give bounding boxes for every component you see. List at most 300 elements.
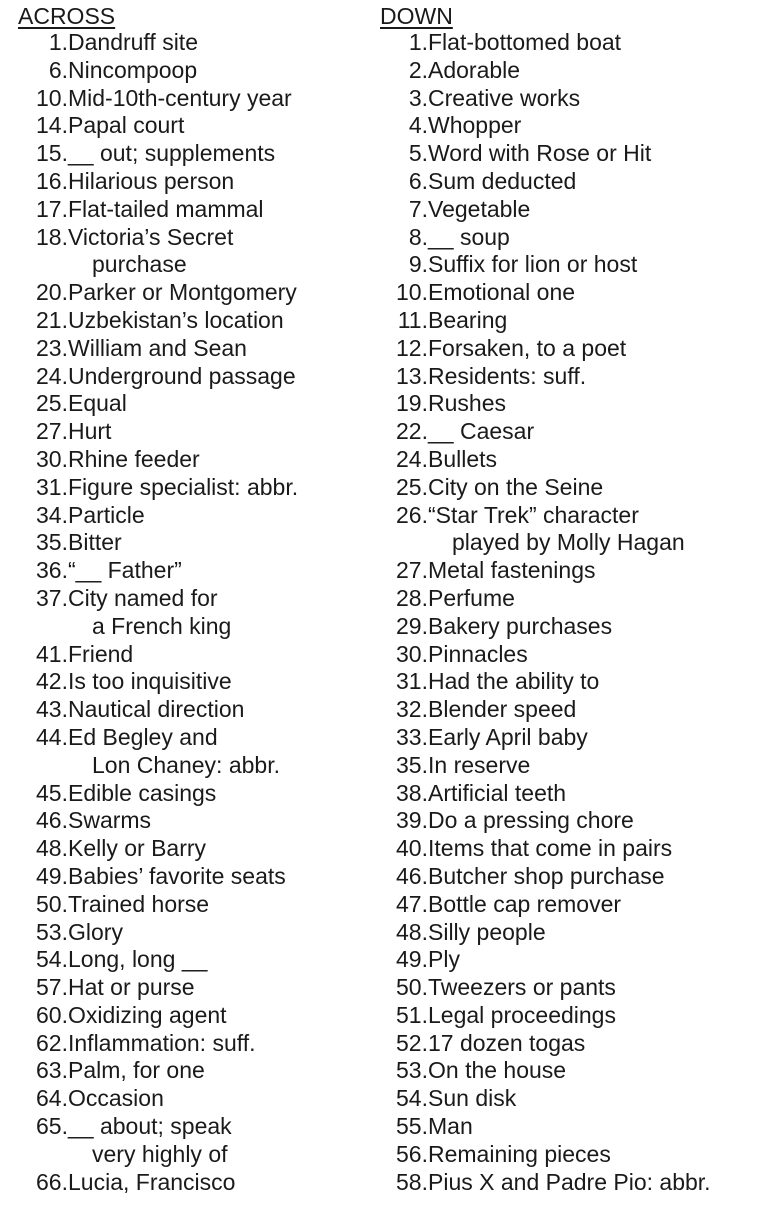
clue-line: Sum deducted — [428, 167, 577, 194]
across-clue-10 — [18, 85, 368, 113]
clue-line: Whopper — [428, 112, 522, 139]
down-clue-55 — [380, 1113, 765, 1141]
clue-line: Is too inquisitive — [68, 668, 232, 695]
across-clue-45 — [18, 780, 368, 808]
clue-number: 10. — [396, 279, 428, 306]
clue-line: Figure specialist: abbr. — [68, 473, 299, 500]
clue-line: City on the Seine — [428, 473, 604, 500]
clue-number: 56. — [396, 1140, 428, 1167]
across-clue-60 — [18, 1002, 368, 1030]
clue-number: 27. — [36, 418, 68, 445]
clue-line: Edible casings — [68, 779, 217, 806]
down-clue-9 — [380, 251, 765, 279]
clue-text — [428, 696, 576, 724]
clue-text — [428, 474, 603, 502]
clue-text — [428, 1085, 516, 1113]
clue-text — [68, 557, 182, 585]
down-clue-8 — [380, 224, 765, 252]
clue-line: Hurt — [68, 418, 112, 445]
clue-number: 63. — [36, 1057, 68, 1084]
down-clue-10 — [380, 279, 765, 307]
down-clue-7 — [380, 196, 765, 224]
clue-number: 40. — [396, 835, 428, 862]
down-clue-51 — [380, 1002, 765, 1030]
clue-number: 41. — [36, 640, 68, 667]
clue-number: 6. — [48, 56, 68, 83]
across-clue-64 — [18, 1085, 368, 1113]
clue-number: 26. — [396, 501, 428, 528]
down-clue-26 — [380, 502, 765, 558]
clue-line: Oxidizing agent — [68, 1001, 227, 1028]
clue-line: Parker or Montgomery — [68, 279, 297, 306]
clue-number: 29. — [396, 612, 428, 639]
clue-line: Remaining pieces — [428, 1140, 611, 1167]
across-clue-66 — [18, 1169, 368, 1197]
clue-number: 6. — [408, 167, 428, 194]
clue-line: Suffix for lion or host — [428, 251, 638, 278]
clue-line: Vegetable — [428, 195, 531, 222]
clue-text — [68, 724, 280, 780]
clue-line: “__ Father” — [68, 557, 182, 584]
clue-number: 35. — [396, 751, 428, 778]
clue-number: 33. — [396, 723, 428, 750]
clue-number: 16. — [36, 167, 68, 194]
clue-number: 48. — [396, 918, 428, 945]
clue-text — [68, 85, 292, 113]
clue-line: On the house — [428, 1057, 567, 1084]
across-clue-41 — [18, 641, 368, 669]
clue-number: 21. — [36, 306, 68, 333]
clue-number: 23. — [36, 334, 68, 361]
clue-line: Bearing — [428, 306, 508, 333]
clue-line: Butcher shop purchase — [428, 862, 665, 889]
clue-text — [68, 1030, 256, 1058]
clue-line: Perfume — [428, 584, 515, 611]
clue-text — [428, 807, 634, 835]
down-clue-6 — [380, 168, 765, 196]
clue-number: 36. — [36, 557, 68, 584]
down-clue-48 — [380, 919, 765, 947]
down-clue-22 — [380, 418, 765, 446]
clue-text — [428, 835, 672, 863]
clue-text — [428, 891, 621, 919]
clue-line: Flat-tailed mammal — [68, 195, 264, 222]
down-clue-54 — [380, 1085, 765, 1113]
clue-text — [428, 557, 595, 585]
clue-line: __ Caesar — [428, 418, 535, 445]
clue-text — [428, 112, 521, 140]
clue-text — [428, 363, 586, 391]
clue-text — [68, 112, 184, 140]
clue-number: 46. — [396, 862, 428, 889]
across-clue-53 — [18, 919, 368, 947]
down-clue-1 — [380, 29, 765, 57]
clue-number: 1. — [48, 29, 68, 55]
down-clue-2 — [380, 57, 765, 85]
clue-line: Particle — [68, 501, 145, 528]
clue-text — [428, 307, 507, 335]
across-clue-44 — [18, 724, 368, 780]
clue-text — [428, 251, 637, 279]
clue-line: Kelly or Barry — [68, 835, 207, 862]
clue-number: 25. — [36, 390, 68, 417]
clue-number: 9. — [408, 251, 428, 278]
down-clue-25 — [380, 474, 765, 502]
clue-line: Uzbekistan’s location — [68, 306, 284, 333]
clue-number: 54. — [36, 946, 68, 973]
clue-line: Papal court — [68, 112, 185, 139]
across-clue-35 — [18, 529, 368, 557]
clue-line: Hat or purse — [68, 974, 195, 1001]
clue-number: 3. — [408, 84, 428, 111]
clue-line: Early April baby — [428, 723, 588, 750]
across-clue-18 — [18, 224, 368, 280]
clue-number: 50. — [396, 974, 428, 1001]
clue-text — [428, 641, 528, 669]
clue-number: 53. — [36, 918, 68, 945]
clue-number: 20. — [36, 279, 68, 306]
clue-line: Rushes — [428, 390, 506, 417]
clue-text — [428, 1169, 711, 1197]
clue-number: 50. — [36, 890, 68, 917]
clue-text — [68, 585, 231, 641]
clue-line: Had the ability to — [428, 668, 600, 695]
down-clue-3 — [380, 85, 765, 113]
clue-number: 65. — [36, 1113, 68, 1140]
clue-text — [68, 974, 195, 1002]
clue-number: 43. — [36, 696, 68, 723]
clue-text — [68, 529, 122, 557]
clue-number: 62. — [36, 1029, 68, 1056]
clue-text — [428, 390, 506, 418]
clue-text — [68, 1057, 205, 1085]
clue-line: Man — [428, 1113, 473, 1140]
clue-line: Equal — [68, 390, 127, 417]
across-clue-36 — [18, 557, 368, 585]
clue-text — [428, 585, 515, 613]
down-clue-13 — [380, 363, 765, 391]
clue-text — [68, 446, 200, 474]
across-clue-17 — [18, 196, 368, 224]
down-clue-19 — [380, 390, 765, 418]
down-clue-49 — [380, 946, 765, 974]
clue-text — [68, 891, 209, 919]
clue-number: 64. — [36, 1085, 68, 1112]
clue-number: 42. — [36, 668, 68, 695]
clue-number: 8. — [408, 223, 428, 250]
clue-line: Lucia, Francisco — [68, 1168, 236, 1195]
clue-line: Bakery purchases — [428, 612, 613, 639]
clue-line: Residents: suff. — [428, 362, 587, 389]
across-clue-54 — [18, 946, 368, 974]
clue-line: __ about; speak — [68, 1113, 232, 1140]
clue-line: Forsaken, to a poet — [428, 334, 627, 361]
clue-line: Nincompoop — [68, 56, 198, 83]
clue-number: 7. — [408, 195, 428, 222]
clue-number: 24. — [36, 362, 68, 389]
across-clue-43 — [18, 696, 368, 724]
clue-number: 31. — [36, 473, 68, 500]
clue-line: Ply — [428, 946, 460, 973]
clue-line: Bullets — [428, 445, 498, 472]
clue-number: 35. — [36, 529, 68, 556]
clue-line: Hilarious person — [68, 167, 235, 194]
clue-number: 38. — [396, 779, 428, 806]
clue-line: Flat-bottomed boat — [428, 29, 622, 55]
clue-text — [428, 57, 520, 85]
clue-text — [428, 1057, 566, 1085]
down-clue-28 — [380, 585, 765, 613]
clue-text — [68, 279, 297, 307]
clue-text — [68, 863, 286, 891]
across-clue-23 — [18, 335, 368, 363]
across-clue-50 — [18, 891, 368, 919]
clue-line: __ soup — [428, 223, 510, 250]
clue-number: 14. — [36, 112, 68, 139]
across-clue-16 — [18, 168, 368, 196]
clue-line: Metal fastenings — [428, 557, 596, 584]
clue-text — [428, 29, 621, 57]
clue-line: Palm, for one — [68, 1057, 205, 1084]
clue-text — [428, 863, 665, 891]
clue-number: 28. — [396, 584, 428, 611]
across-clue-15 — [18, 140, 368, 168]
clue-text — [428, 724, 588, 752]
across-clue-list — [18, 29, 368, 1196]
down-heading: DOWN — [380, 3, 453, 29]
clue-line: Adorable — [428, 56, 521, 83]
clue-number: 32. — [396, 696, 428, 723]
clue-text — [428, 1002, 616, 1030]
clue-text — [428, 974, 616, 1002]
clue-number: 13. — [396, 362, 428, 389]
clue-text — [428, 418, 534, 446]
clue-text — [68, 335, 247, 363]
down-clue-33 — [380, 724, 765, 752]
across-clue-34 — [18, 502, 368, 530]
down-clue-31 — [380, 668, 765, 696]
clue-number: 52. — [396, 1029, 428, 1056]
clue-number: 2. — [408, 56, 428, 83]
across-clue-25 — [18, 390, 368, 418]
clue-text — [68, 363, 296, 391]
clue-text — [68, 502, 145, 530]
down-clue-list — [380, 29, 765, 1196]
clue-number: 30. — [36, 445, 68, 472]
down-clue-35 — [380, 752, 765, 780]
clue-number: 18. — [36, 223, 68, 250]
clue-number: 53. — [396, 1057, 428, 1084]
clue-number: 15. — [36, 140, 68, 167]
clue-number: 44. — [36, 723, 68, 750]
clue-text — [68, 418, 111, 446]
clue-text — [68, 835, 206, 863]
clue-line: Bottle cap remover — [428, 890, 622, 917]
clue-number: 11. — [397, 306, 428, 333]
clue-line: Ed Begley and — [68, 723, 218, 750]
clue-number: 24. — [396, 445, 428, 472]
clue-number: 12. — [396, 334, 428, 361]
across-clue-1 — [18, 29, 368, 57]
clue-text — [68, 1002, 227, 1030]
clue-line: Items that come in pairs — [428, 835, 673, 862]
across-clue-20 — [18, 279, 368, 307]
across-clue-30 — [18, 446, 368, 474]
clue-line: In reserve — [428, 751, 531, 778]
clue-line: Friend — [68, 640, 134, 667]
clue-text — [68, 196, 264, 224]
clue-text — [68, 668, 232, 696]
clue-line: 17 dozen togas — [428, 1029, 586, 1056]
clue-text — [428, 919, 546, 947]
clue-line: Word with Rose or Hit — [428, 140, 652, 167]
clue-line: Swarms — [68, 807, 152, 834]
down-clue-30 — [380, 641, 765, 669]
clue-text — [68, 57, 197, 85]
clue-text — [428, 668, 599, 696]
clue-text — [68, 307, 284, 335]
clue-text — [68, 29, 198, 57]
across-clue-37 — [18, 585, 368, 641]
clue-text — [428, 140, 651, 168]
clue-number: 22. — [396, 418, 428, 445]
clue-line-continued: very highly of — [92, 1140, 228, 1167]
clue-number: 54. — [396, 1085, 428, 1112]
clue-number: 66. — [36, 1168, 68, 1195]
across-clue-49 — [18, 863, 368, 891]
clue-line: Inflammation: suff. — [68, 1029, 256, 1056]
clue-line: Do a pressing chore — [428, 807, 634, 834]
across-clue-42 — [18, 668, 368, 696]
across-clue-57 — [18, 974, 368, 1002]
clue-text — [428, 1113, 473, 1141]
down-clue-58 — [380, 1169, 765, 1197]
down-clue-53 — [380, 1057, 765, 1085]
clue-number: 49. — [396, 946, 428, 973]
clue-text — [68, 1169, 235, 1197]
clue-line: Victoria’s Secret — [68, 223, 234, 250]
clue-text — [428, 446, 497, 474]
clue-line: Rhine feeder — [68, 445, 200, 472]
clue-text — [68, 168, 234, 196]
clue-text — [428, 946, 460, 974]
clue-number: 47. — [396, 890, 428, 917]
clue-line: Tweezers or pants — [428, 974, 616, 1001]
clue-number: 30. — [396, 640, 428, 667]
clue-line: Dandruff site — [68, 29, 198, 55]
clue-line: Legal proceedings — [428, 1001, 616, 1028]
clue-text — [68, 140, 275, 168]
across-clue-14 — [18, 112, 368, 140]
clue-number: 57. — [36, 974, 68, 1001]
clue-text — [428, 1141, 611, 1169]
down-clue-27 — [380, 557, 765, 585]
clue-line: Nautical direction — [68, 696, 245, 723]
clue-line: William and Sean — [68, 334, 247, 361]
clue-number: 17. — [36, 195, 68, 222]
clue-number: 58. — [396, 1168, 428, 1195]
clue-number: 49. — [36, 862, 68, 889]
clue-line-continued: Lon Chaney: abbr. — [92, 751, 280, 778]
clue-line: “Star Trek” character — [428, 501, 639, 528]
clue-number: 4. — [408, 112, 428, 139]
clue-line: City named for — [68, 584, 218, 611]
down-clue-12 — [380, 335, 765, 363]
clue-line-continued: purchase — [92, 251, 187, 278]
clue-text — [68, 1113, 232, 1169]
across-clue-62 — [18, 1030, 368, 1058]
clue-text — [428, 613, 612, 641]
down-clue-38 — [380, 780, 765, 808]
clue-text — [68, 807, 151, 835]
clue-line: Long, long __ — [68, 946, 208, 973]
clue-number: 37. — [36, 584, 68, 611]
down-clue-4 — [380, 112, 765, 140]
down-clue-11 — [380, 307, 765, 335]
down-column — [380, 3, 765, 1196]
clue-number: 27. — [396, 557, 428, 584]
clue-text — [428, 196, 530, 224]
clue-number: 45. — [36, 779, 68, 806]
clue-line: Emotional one — [428, 279, 576, 306]
clue-line: Pius X and Padre Pio: abbr. — [428, 1168, 711, 1195]
clue-number: 19. — [396, 390, 428, 417]
clue-line: Occasion — [68, 1085, 164, 1112]
down-clue-29 — [380, 613, 765, 641]
clue-text — [68, 390, 127, 418]
clue-line-continued: played by Molly Hagan — [452, 529, 685, 556]
clue-text — [68, 641, 133, 669]
across-clue-24 — [18, 363, 368, 391]
down-clue-5 — [380, 140, 765, 168]
clue-line: Artificial teeth — [428, 779, 567, 806]
down-clue-40 — [380, 835, 765, 863]
clue-number: 48. — [36, 835, 68, 862]
clue-text — [428, 1030, 585, 1058]
clue-text — [68, 1085, 164, 1113]
across-clue-27 — [18, 418, 368, 446]
clue-line: Trained horse — [68, 890, 210, 917]
clue-text — [428, 224, 510, 252]
clue-text — [428, 502, 685, 558]
clue-text — [428, 168, 576, 196]
clue-number: 34. — [36, 501, 68, 528]
clue-text — [68, 224, 233, 280]
down-clue-46 — [380, 863, 765, 891]
clue-line-continued: a French king — [92, 612, 232, 639]
down-clue-24 — [380, 446, 765, 474]
clue-text — [68, 780, 216, 808]
clue-number: 25. — [396, 473, 428, 500]
clue-number: 55. — [396, 1113, 428, 1140]
clue-number: 5. — [408, 140, 428, 167]
clue-line: Underground passage — [68, 362, 296, 389]
clue-line: __ out; supplements — [68, 140, 276, 167]
down-clue-32 — [380, 696, 765, 724]
clue-number: 51. — [396, 1001, 428, 1028]
across-clue-21 — [18, 307, 368, 335]
clue-text — [428, 279, 575, 307]
clue-number: 46. — [36, 807, 68, 834]
clue-line: Bitter — [68, 529, 122, 556]
clue-text — [68, 919, 123, 947]
down-clue-50 — [380, 974, 765, 1002]
across-clue-46 — [18, 807, 368, 835]
across-clue-65 — [18, 1113, 368, 1169]
across-clue-31 — [18, 474, 368, 502]
clue-text — [68, 474, 298, 502]
clue-number: 39. — [396, 807, 428, 834]
